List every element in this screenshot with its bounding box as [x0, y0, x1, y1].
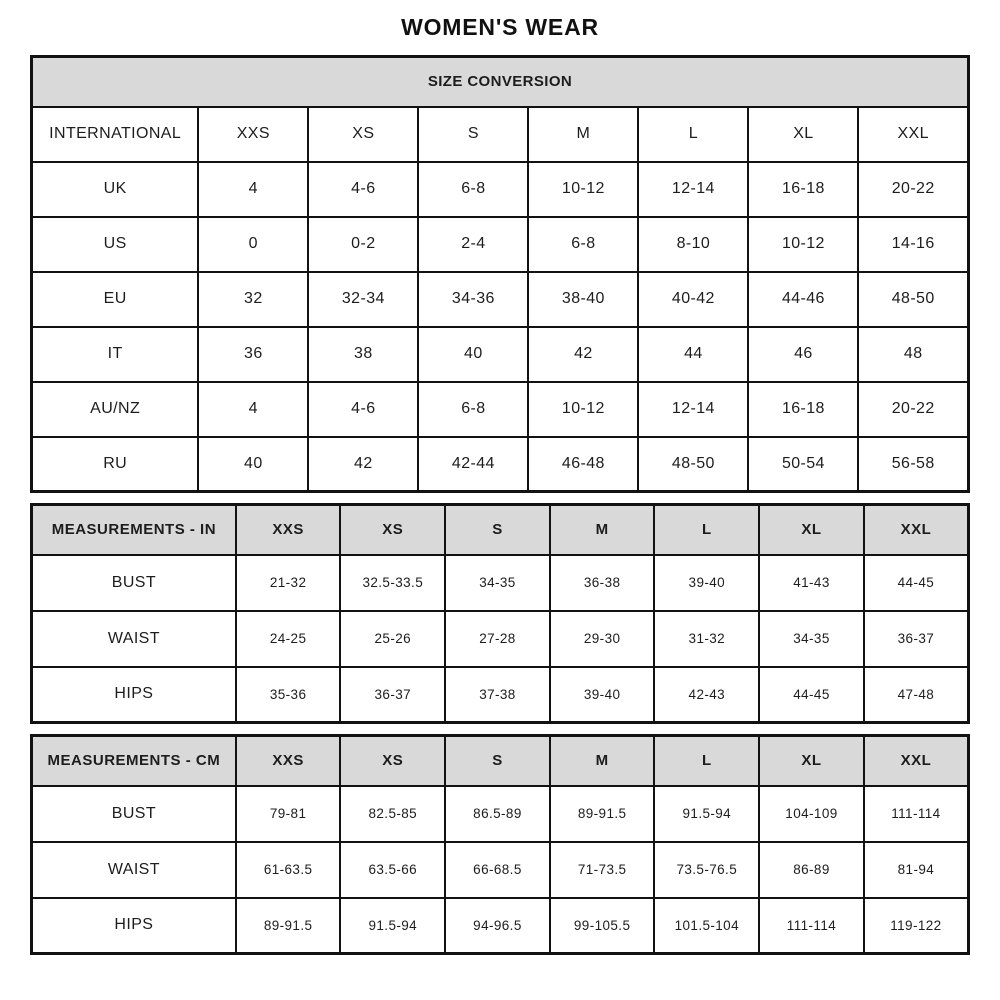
size-cell: 44-46: [748, 272, 858, 327]
size-cell: 48-50: [858, 272, 968, 327]
size-cell: 16-18: [748, 382, 858, 437]
measurement-cell: 91.5-94: [340, 898, 445, 954]
size-cell: 12-14: [638, 382, 748, 437]
size-cell: 32: [198, 272, 308, 327]
size-cell: 36: [198, 327, 308, 382]
size-cell: 0: [198, 217, 308, 272]
size-conversion-banner-row: [32, 57, 969, 107]
size-column-header: S: [445, 736, 550, 786]
measurement-cell: 35-36: [236, 667, 341, 723]
measurement-cell: 34-35: [445, 555, 550, 611]
size-cell: 6-8: [418, 382, 528, 437]
measurement-cell: 24-25: [236, 611, 341, 667]
measurement-cell: 41-43: [759, 555, 864, 611]
measurement-cell: 31-32: [654, 611, 759, 667]
measurements-cm-header-row: [32, 736, 969, 786]
size-cell: 0-2: [308, 217, 418, 272]
measurement-cell: 89-91.5: [236, 898, 341, 954]
row-label: HIPS: [32, 667, 236, 723]
hips-in-row: [32, 667, 969, 723]
size-cell: 46-48: [528, 437, 638, 492]
measurement-cell: 27-28: [445, 611, 550, 667]
measurement-cell: 21-32: [236, 555, 341, 611]
measurement-cell: 39-40: [550, 667, 655, 723]
measurement-cell: 66-68.5: [445, 842, 550, 898]
size-cell: XL: [748, 107, 858, 162]
size-cell: 38: [308, 327, 418, 382]
measurement-cell: 86-89: [759, 842, 864, 898]
size-column-header: XS: [340, 736, 445, 786]
size-column-header: XS: [340, 505, 445, 555]
size-cell: 56-58: [858, 437, 968, 492]
size-conversion-header: SIZE CONVERSION: [32, 57, 969, 107]
size-column-header: M: [550, 736, 655, 786]
size-cell: 42: [528, 327, 638, 382]
size-column-header: XXS: [236, 736, 341, 786]
measurement-cell: 25-26: [340, 611, 445, 667]
hips-cm-row: [32, 898, 969, 954]
size-column-header: M: [550, 505, 655, 555]
size-column-header: L: [654, 505, 759, 555]
size-cell: 16-18: [748, 162, 858, 217]
size-cell: 14-16: [858, 217, 968, 272]
size-cell: 12-14: [638, 162, 748, 217]
measurement-cell: 111-114: [864, 786, 969, 842]
row-label: AU/NZ: [32, 382, 199, 437]
size-cell: 48-50: [638, 437, 748, 492]
size-column-header: XXL: [864, 505, 969, 555]
measurement-cell: 44-45: [759, 667, 864, 723]
measurement-cell: 81-94: [864, 842, 969, 898]
measurement-cell: 29-30: [550, 611, 655, 667]
bust-in-row: [32, 555, 969, 611]
row-label: WAIST: [32, 611, 236, 667]
size-column-header: L: [654, 736, 759, 786]
measurement-cell: 82.5-85: [340, 786, 445, 842]
size-cell: 4-6: [308, 382, 418, 437]
waist-in-row: [32, 611, 969, 667]
measurements-in-table: [30, 503, 970, 724]
size-cell: 10-12: [748, 217, 858, 272]
measurement-cell: 61-63.5: [236, 842, 341, 898]
size-cell: 32-34: [308, 272, 418, 327]
size-cell: 2-4: [418, 217, 528, 272]
measurement-cell: 34-35: [759, 611, 864, 667]
measurement-cell: 47-48: [864, 667, 969, 723]
measurement-cell: 104-109: [759, 786, 864, 842]
size-cell: 20-22: [858, 162, 968, 217]
measurement-cell: 37-38: [445, 667, 550, 723]
size-cell: XXS: [198, 107, 308, 162]
size-cell: 4: [198, 162, 308, 217]
size-column-header: XXS: [236, 505, 341, 555]
measurement-cell: 32.5-33.5: [340, 555, 445, 611]
measurement-cell: 73.5-76.5: [654, 842, 759, 898]
size-cell: 10-12: [528, 382, 638, 437]
measurement-cell: 36-37: [340, 667, 445, 723]
measurements-cm-header: MEASUREMENTS - CM: [32, 736, 236, 786]
row-label: INTERNATIONAL: [32, 107, 199, 162]
row-label: EU: [32, 272, 199, 327]
measurement-cell: 63.5-66: [340, 842, 445, 898]
measurement-cell: 111-114: [759, 898, 864, 954]
size-cell: 20-22: [858, 382, 968, 437]
size-conversion-table: [30, 55, 970, 493]
size-cell: 50-54: [748, 437, 858, 492]
measurement-cell: 89-91.5: [550, 786, 655, 842]
size-row-uk: [32, 162, 969, 217]
size-cell: XS: [308, 107, 418, 162]
size-cell: 6-8: [418, 162, 528, 217]
row-label: RU: [32, 437, 199, 492]
measurement-cell: 36-38: [550, 555, 655, 611]
measurement-cell: 99-105.5: [550, 898, 655, 954]
size-row-it: [32, 327, 969, 382]
measurement-cell: 36-37: [864, 611, 969, 667]
measurement-cell: 86.5-89: [445, 786, 550, 842]
size-cell: 10-12: [528, 162, 638, 217]
row-label: HIPS: [32, 898, 236, 954]
row-label: IT: [32, 327, 199, 382]
bust-cm-row: [32, 786, 969, 842]
size-row-aunz: [32, 382, 969, 437]
size-cell: 8-10: [638, 217, 748, 272]
row-label: US: [32, 217, 199, 272]
size-column-header: XL: [759, 736, 864, 786]
size-cell: 48: [858, 327, 968, 382]
measurements-in-header: MEASUREMENTS - IN: [32, 505, 236, 555]
page-title: WOMEN'S WEAR: [401, 14, 599, 40]
size-cell: 42: [308, 437, 418, 492]
measurement-cell: 91.5-94: [654, 786, 759, 842]
size-cell: M: [528, 107, 638, 162]
size-column-header: XXL: [864, 736, 969, 786]
size-cell: 40: [418, 327, 528, 382]
size-row-international: [32, 107, 969, 162]
measurement-cell: 119-122: [864, 898, 969, 954]
measurements-in-header-row: [32, 505, 969, 555]
size-cell: 6-8: [528, 217, 638, 272]
row-label: BUST: [32, 555, 236, 611]
size-cell: 46: [748, 327, 858, 382]
size-column-header: S: [445, 505, 550, 555]
measurement-cell: 71-73.5: [550, 842, 655, 898]
size-cell: S: [418, 107, 528, 162]
size-cell: 40-42: [638, 272, 748, 327]
measurement-cell: 94-96.5: [445, 898, 550, 954]
size-cell: 4-6: [308, 162, 418, 217]
size-cell: L: [638, 107, 748, 162]
measurement-cell: 79-81: [236, 786, 341, 842]
measurement-cell: 44-45: [864, 555, 969, 611]
measurements-cm-table: [30, 734, 970, 955]
measurement-cell: 42-43: [654, 667, 759, 723]
size-row-eu: [32, 272, 969, 327]
row-label: BUST: [32, 786, 236, 842]
size-cell: 42-44: [418, 437, 528, 492]
size-column-header: XL: [759, 505, 864, 555]
measurement-cell: 101.5-104: [654, 898, 759, 954]
size-cell: 34-36: [418, 272, 528, 327]
measurement-cell: 39-40: [654, 555, 759, 611]
size-row-us: [32, 217, 969, 272]
row-label: WAIST: [32, 842, 236, 898]
size-cell: 44: [638, 327, 748, 382]
size-cell: 4: [198, 382, 308, 437]
size-cell: 40: [198, 437, 308, 492]
size-cell: XXL: [858, 107, 968, 162]
waist-cm-row: [32, 842, 969, 898]
row-label: UK: [32, 162, 199, 217]
size-cell: 38-40: [528, 272, 638, 327]
size-row-ru: [32, 437, 969, 492]
